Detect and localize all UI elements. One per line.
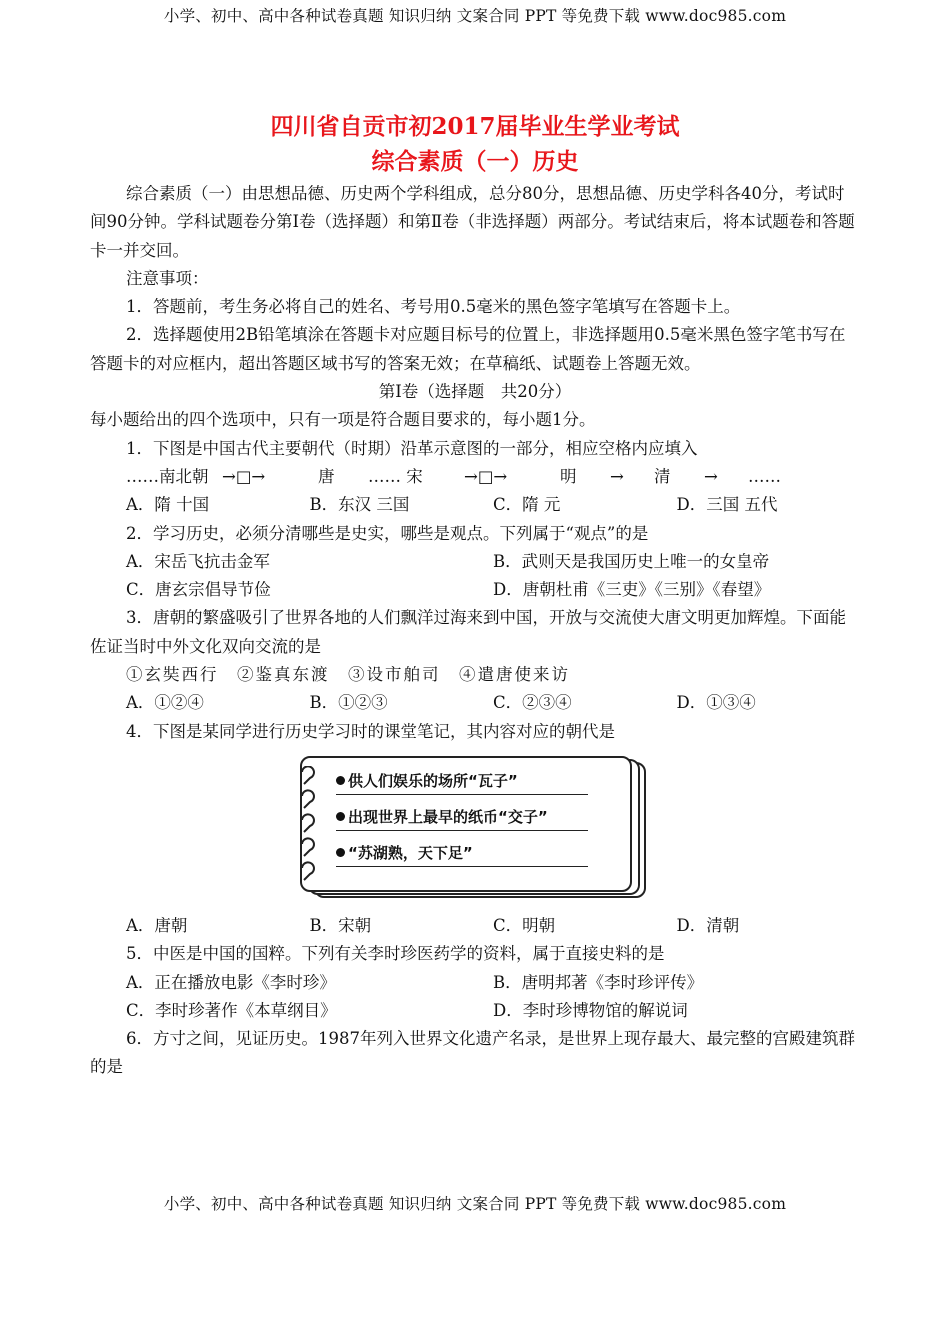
option-c: C．②③④ [493, 693, 572, 713]
exam-body [90, 180, 860, 1082]
seq-item: ……南北朝 [126, 466, 209, 486]
seq-item: 唐 [318, 466, 335, 486]
seq-arrow: → [704, 466, 718, 486]
intro-paragraph: 综合素质（一）由思想品德、历史两个学科组成，总分80分，思想品德、历史学科各40分，考试时间90分钟。学科试题卷分第Ⅰ卷（选择题）和第Ⅱ卷（非选择题）两部分。考试结束后，将本试题卷和答题卡一并交回。 [90, 184, 855, 260]
option-b: B．宋朝 [309, 915, 372, 935]
option-a: A．①②④ [126, 693, 204, 713]
note-text: “苏湖熟，天下足” [348, 843, 473, 862]
bullet-icon [336, 848, 345, 857]
option-d: D．清朝 [676, 915, 740, 935]
notes-heading: 注意事项： [126, 268, 209, 288]
q3-options [90, 689, 860, 717]
header-banner: 小学、初中、高中各种试卷真题 知识归纳 文案合同 PPT 等免费下载 www.doc985.com [163, 7, 787, 25]
notebook-page-front [300, 756, 632, 892]
option-c: C．隋 元 [493, 495, 561, 515]
seq-arrow: → [610, 466, 624, 486]
option-b: B．武则天是我国历史上唯一的女皇帝 [493, 551, 770, 571]
note-line-1 [336, 770, 588, 795]
q5-options-row2 [90, 997, 860, 1025]
q6-stem: 6．方寸之间，见证历史。1987年列入世界文化遗产名录，是世界上现存最大、最完整的宫殿建筑群的是 [90, 1029, 855, 1077]
option-b: B．东汉 三国 [309, 495, 410, 515]
footer-banner: 小学、初中、高中各种试卷真题 知识归纳 文案合同 PPT 等免费下载 www.doc985.com [163, 1195, 787, 1213]
note-line-2 [336, 806, 588, 831]
q1-options [90, 491, 860, 519]
note-2: 2．选择题使用2B铅笔填涂在答题卡对应题目标号的位置上，非选择题用0.5毫米黑色签字笔书写在答题卡的对应框内，超出答题区域书写的答案无效；在草稿纸、试题卷上答题无效。 [90, 325, 846, 373]
q2-stem: 2．学习历史，必须分清哪些是史实，哪些是观点。下列属于“观点”的是 [126, 523, 649, 543]
note-text: 出现世界上最早的纸币“交子” [348, 807, 548, 826]
option-d: D．李时珍博物馆的解说词 [493, 1000, 688, 1020]
seq-item: …… 宋 [368, 466, 423, 486]
option-d: D．唐朝杜甫《三吏》《三别》《春望》 [493, 580, 771, 600]
option-a: A．正在播放电影《李时珍》 [126, 972, 336, 992]
option-d: D．三国 五代 [676, 495, 778, 515]
option-c: C．唐玄宗倡导节俭 [126, 580, 271, 600]
q2-options-row1 [90, 548, 860, 576]
seq-item: 明 [560, 466, 577, 486]
seq-arrow-blank: →□→ [464, 466, 508, 486]
option-a: A．宋岳飞抗击金军 [126, 551, 270, 571]
notebook-figure [300, 756, 660, 906]
option-c: C．明朝 [493, 915, 556, 935]
seq-item: 清 [654, 466, 671, 486]
option-a: A．隋 十国 [126, 495, 210, 515]
option-c: C．李时珍著作《本草纲目》 [126, 1000, 337, 1020]
option-d: D．①③④ [676, 693, 756, 713]
option-b: B．①②③ [309, 693, 388, 713]
option-a: A．唐朝 [126, 915, 188, 935]
q4-options [90, 912, 860, 940]
q1-dynasty-sequence [90, 463, 860, 491]
q4-stem: 4．下图是某同学进行历史学习时的课堂笔记，其内容对应的朝代是 [126, 721, 615, 741]
note-line-3 [336, 842, 588, 867]
seq-item: …… [748, 466, 781, 486]
q5-stem: 5．中医是中国的国粹。下列有关李时珍医药学的资料，属于直接史料的是 [126, 944, 665, 964]
q5-options-row1 [90, 969, 860, 997]
option-b: B．唐明邦著《李时珍评传》 [493, 972, 704, 992]
q3-items: ①玄奘西行 ②鉴真东渡 ③设市舶司 ④遣唐使来访 [126, 665, 570, 685]
seq-arrow-blank: →□→ [222, 466, 266, 486]
spiral-binding-icon [292, 766, 318, 886]
note-text: 供人们娱乐的场所“瓦子” [348, 771, 518, 790]
section-instruction: 每小题给出的四个选项中，只有一项是符合题目要求的，每小题1分。 [90, 410, 596, 430]
exam-title: 四川省自贡市初2017届毕业生学业考试 [270, 113, 680, 140]
q3-stem: 3．唐朝的繁盛吸引了世界各地的人们飘洋过海来到中国，开放与交流使大唐文明更加辉煌。下面能佐证当时中外文化双向交流的是 [90, 608, 846, 656]
bullet-icon [336, 812, 345, 821]
bullet-icon [336, 776, 345, 785]
note-1: 1．答题前，考生务必将自己的姓名、考号用0.5毫米的黑色签字笔填写在答题卡上。 [126, 297, 741, 317]
section-title: 第Ⅰ卷（选择题 共20分） [378, 382, 572, 402]
q1-stem: 1．下图是中国古代主要朝代（时期）沿革示意图的一部分，相应空格内应填入 [126, 438, 698, 458]
q2-options-row2 [90, 576, 860, 604]
exam-subtitle: 综合素质（一）历史 [371, 148, 579, 175]
